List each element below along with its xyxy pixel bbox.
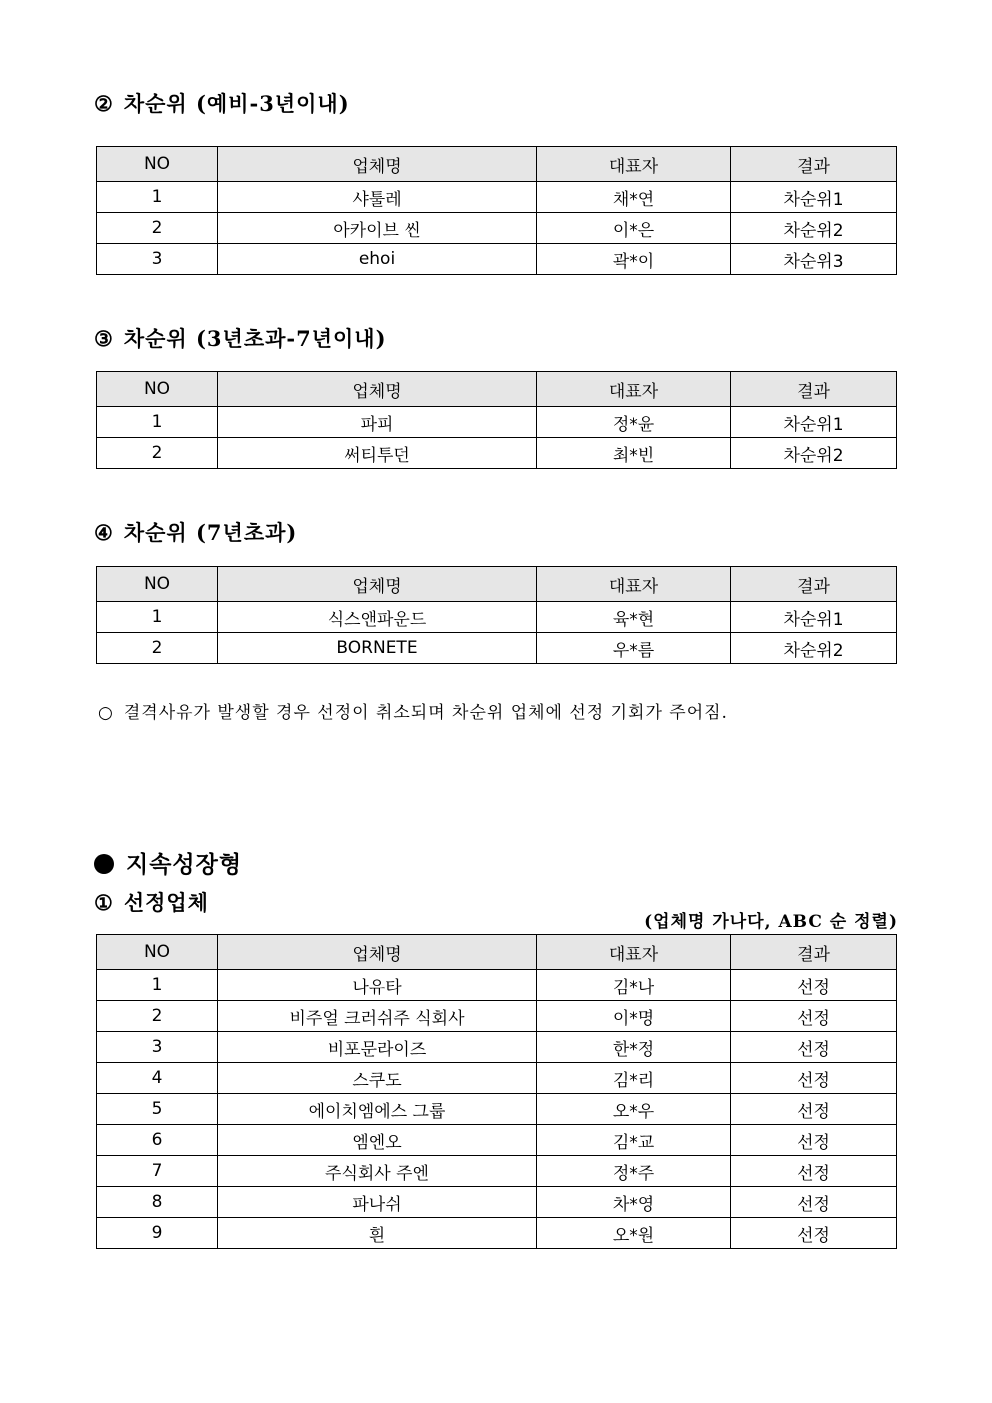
cell-company: 흰 [218, 1218, 537, 1249]
table-row [97, 213, 897, 244]
cell-representative: 육*현 [537, 602, 731, 633]
header-representative: 대표자 [537, 567, 731, 602]
table-row [97, 438, 897, 469]
cell-representative: 곽*이 [537, 244, 731, 275]
cell-company: 에이치엠에스 그룹 [218, 1094, 537, 1125]
cell-result: 차순위1 [731, 407, 897, 438]
table-row [97, 1032, 897, 1063]
cell-result: 선정 [731, 1156, 897, 1187]
cell-company: 써티투던 [218, 438, 537, 469]
cell-result: 선정 [731, 1001, 897, 1032]
header-no: NO [97, 147, 218, 182]
cell-representative: 우*름 [537, 633, 731, 664]
cell-company: 비포문라이즈 [218, 1032, 537, 1063]
header-company: 업체명 [218, 567, 537, 602]
cell-representative: 오*원 [537, 1218, 731, 1249]
cell-company: 파피 [218, 407, 537, 438]
cell-company: 식스앤파운드 [218, 602, 537, 633]
cell-result: 선정 [731, 1125, 897, 1156]
section-heading-2 [94, 88, 350, 118]
selected-heading [94, 887, 209, 917]
cell-result: 차순위1 [731, 182, 897, 213]
cell-company: 아카이브 씬 [218, 213, 537, 244]
cell-no: 2 [97, 1001, 218, 1032]
header-result: 결과 [731, 147, 897, 182]
header-company: 업체명 [218, 935, 537, 970]
cell-result: 차순위3 [731, 244, 897, 275]
cell-representative: 채*연 [537, 182, 731, 213]
section-title: 차순위 (7년초과) [123, 520, 298, 545]
growth-heading [94, 846, 242, 879]
cell-result: 선정 [731, 1032, 897, 1063]
cell-no: 1 [97, 970, 218, 1001]
table-row [97, 1094, 897, 1125]
cell-result: 선정 [731, 1094, 897, 1125]
section-heading-3 [94, 323, 387, 353]
header-representative: 대표자 [537, 935, 731, 970]
cell-no: 6 [97, 1125, 218, 1156]
cell-no: 4 [97, 1063, 218, 1094]
cell-no: 7 [97, 1156, 218, 1187]
cell-representative: 차*영 [537, 1187, 731, 1218]
cell-representative: 이*은 [537, 213, 731, 244]
cell-result: 차순위1 [731, 602, 897, 633]
cell-representative: 이*명 [537, 1001, 731, 1032]
table-row [97, 244, 897, 275]
table-row [97, 1063, 897, 1094]
table-row [97, 1156, 897, 1187]
header-company: 업체명 [218, 372, 537, 407]
cell-no: 2 [97, 438, 218, 469]
table-row [97, 602, 897, 633]
cell-no: 1 [97, 182, 218, 213]
note-bullet: ○ [98, 703, 114, 723]
cell-result: 선정 [731, 1218, 897, 1249]
cell-company: 주식회사 주엔 [218, 1156, 537, 1187]
table-row [97, 182, 897, 213]
reserve-table-3to7 [96, 371, 897, 469]
reserve-table-over7 [96, 566, 897, 664]
cell-representative: 최*빈 [537, 438, 731, 469]
header-representative: 대표자 [537, 372, 731, 407]
section-number: ④ [94, 520, 114, 545]
table-row [97, 407, 897, 438]
note-text: 결격사유가 발생할 경우 선정이 취소되며 차순위 업체에 선정 기회가 주어짐. [123, 703, 728, 723]
cell-result: 차순위2 [731, 438, 897, 469]
selected-companies-table [96, 934, 897, 1249]
cell-representative: 오*우 [537, 1094, 731, 1125]
section-number: ③ [94, 326, 114, 351]
header-no: NO [97, 372, 218, 407]
table-header-row [97, 372, 897, 407]
filled-circle-icon [94, 854, 114, 874]
table-row [97, 1187, 897, 1218]
table-row [97, 633, 897, 664]
header-result: 결과 [731, 935, 897, 970]
header-representative: 대표자 [537, 147, 731, 182]
header-result: 결과 [731, 372, 897, 407]
selected-title: 선정업체 [123, 890, 209, 915]
cell-no: 8 [97, 1187, 218, 1218]
section-number: ② [94, 91, 114, 116]
cell-company: 비주얼 크러쉬주 식회사 [218, 1001, 537, 1032]
cell-result: 선정 [731, 970, 897, 1001]
cell-no: 9 [97, 1218, 218, 1249]
reserve-table-prelim [96, 146, 897, 275]
header-company: 업체명 [218, 147, 537, 182]
cell-no: 1 [97, 407, 218, 438]
table-row [97, 970, 897, 1001]
cell-company: 파나쉬 [218, 1187, 537, 1218]
cell-result: 선정 [731, 1063, 897, 1094]
header-no: NO [97, 567, 218, 602]
cell-representative: 한*정 [537, 1032, 731, 1063]
table-header-row [97, 147, 897, 182]
cell-representative: 정*윤 [537, 407, 731, 438]
cell-no: 2 [97, 213, 218, 244]
cell-no: 3 [97, 1032, 218, 1063]
cell-result: 차순위2 [731, 633, 897, 664]
table-row [97, 1125, 897, 1156]
section-title: 차순위 (3년초과-7년이내) [123, 326, 387, 351]
cell-company: 나유타 [218, 970, 537, 1001]
cell-result: 차순위2 [731, 213, 897, 244]
cell-no: 1 [97, 602, 218, 633]
cell-no: 5 [97, 1094, 218, 1125]
cell-company: 스쿠도 [218, 1063, 537, 1094]
cell-no: 2 [97, 633, 218, 664]
section-number: ① [94, 890, 114, 915]
header-no: NO [97, 935, 218, 970]
cell-representative: 정*주 [537, 1156, 731, 1187]
table-header-row [97, 567, 897, 602]
cell-company: ehoi [218, 244, 537, 275]
cell-result: 선정 [731, 1187, 897, 1218]
header-result: 결과 [731, 567, 897, 602]
cell-no: 3 [97, 244, 218, 275]
cell-representative: 김*리 [537, 1063, 731, 1094]
table-header-row [97, 935, 897, 970]
disqualification-note [98, 698, 728, 723]
cell-company: 샤툴레 [218, 182, 537, 213]
section-title: 차순위 (예비-3년이내) [123, 91, 350, 116]
table-row [97, 1218, 897, 1249]
section-heading-4 [94, 517, 297, 547]
table-row [97, 1001, 897, 1032]
cell-representative: 김*나 [537, 970, 731, 1001]
growth-title: 지속성장형 [126, 851, 243, 878]
sort-note: (업체명 가나다, ABC 순 정렬) [644, 912, 898, 932]
cell-company: 엠엔오 [218, 1125, 537, 1156]
cell-company: BORNETE [218, 633, 537, 664]
cell-representative: 김*교 [537, 1125, 731, 1156]
